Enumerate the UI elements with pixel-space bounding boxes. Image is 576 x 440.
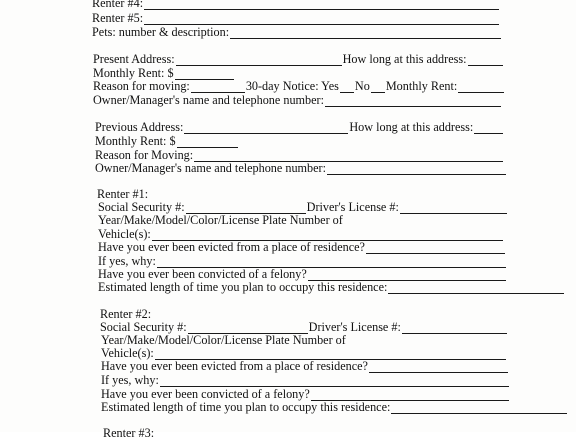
renter-2-vehicles-label: Vehicle(s): [101, 346, 154, 360]
present-monthly-rent-label: Monthly Rent: [385, 79, 458, 93]
renter-2-length-blank[interactable] [391, 403, 567, 414]
renter-2-felony-label: Have you ever been convicted of a felony? [101, 387, 310, 401]
present-monthly-rent-blank[interactable] [458, 82, 504, 93]
renter-1-evicted-label: Have you ever been evicted from a place of residence? [98, 240, 365, 254]
present-reason-blank[interactable] [191, 82, 245, 93]
pets-line [92, 25, 502, 39]
renter-4-blank[interactable] [144, 0, 499, 10]
present-owner-blank[interactable] [325, 96, 501, 107]
previous-rent-label: Monthly Rent: $ [95, 134, 176, 148]
present-notice-label: 30-day Notice: Yes [245, 79, 339, 93]
previous-rent-blank[interactable] [177, 137, 238, 148]
renter-2-ssn-line [100, 320, 508, 334]
previous-owner-label: Owner/Manager's name and telephone number: [95, 161, 326, 175]
renter-5-label: Renter #5: [92, 11, 144, 25]
previous-how-long-blank[interactable] [474, 123, 503, 134]
renter-1-ssn-label: Social Security #: [98, 200, 185, 214]
renter-2-vehicle-label: Year/Make/Model/Color/License Plate Number of [101, 333, 346, 347]
renter-1-vehicle-label: Year/Make/Model/Color/License Plate Number of [98, 213, 343, 227]
renter-1-length-label: Estimated length of time you plan to occupy this residence: [98, 280, 388, 294]
renter-2-license-blank[interactable] [402, 323, 507, 334]
previous-reason-line [95, 148, 504, 162]
renter-1-license-label: Driver's License #: [306, 200, 399, 214]
previous-rent-line [95, 134, 239, 148]
renter-2-evicted-blank[interactable] [369, 362, 508, 373]
previous-address-line [95, 120, 504, 134]
renter-2-vehicle-line [101, 333, 401, 347]
renter-5-line [92, 11, 500, 25]
present-rent-line [93, 66, 235, 80]
renter-2-if-yes-line [101, 373, 510, 387]
renter-1-if-yes-label: If yes, why: [98, 254, 156, 268]
renter-1-vehicle-line [98, 213, 398, 227]
renter-2-length-label: Estimated length of time you plan to occupy this residence: [101, 400, 391, 414]
present-address-label: Present Address: [93, 52, 175, 66]
renter-4-line [92, 0, 500, 10]
renter-1-evicted-blank[interactable] [366, 243, 505, 254]
renter-1-evicted-line [98, 240, 506, 254]
present-notice-no-blank[interactable] [371, 82, 385, 93]
renter-1-if-yes-line [98, 254, 507, 268]
present-notice-no-label: No [354, 79, 370, 93]
present-how-long-label: How long at this address: [342, 52, 467, 66]
present-address-line [93, 52, 504, 66]
renter-2-if-yes-blank[interactable] [160, 376, 509, 387]
present-address-blank[interactable] [176, 55, 342, 66]
previous-address-blank[interactable] [184, 123, 348, 134]
pets-label: Pets: number & description: [92, 25, 230, 39]
present-how-long-blank[interactable] [468, 55, 504, 66]
renter-1-felony-label: Have you ever been convicted of a felony? [98, 267, 307, 281]
previous-owner-blank[interactable] [327, 164, 506, 175]
renter-1-heading [97, 187, 217, 201]
renter-1-felony-line [98, 267, 507, 281]
renter-3-heading [103, 426, 223, 440]
previous-owner-line [95, 161, 507, 175]
renter-2-heading [100, 307, 220, 321]
renter-1-vehicles-line [98, 227, 504, 241]
previous-how-long-label: How long at this address: [349, 120, 474, 134]
renter-2-license-label: Driver's License #: [308, 320, 401, 334]
present-notice-yes-blank[interactable] [340, 82, 354, 93]
present-reason-label: Reason for moving: [93, 79, 190, 93]
renter-1-length-blank[interactable] [388, 283, 564, 294]
renter-1-heading-label: Renter #1: [97, 187, 149, 201]
renter-2-if-yes-label: If yes, why: [101, 373, 159, 387]
present-owner-line [93, 93, 502, 107]
present-reason-line [93, 79, 505, 93]
renter-2-ssn-label: Social Security #: [100, 320, 187, 334]
renter-2-evicted-label: Have you ever been evicted from a place of residence? [101, 359, 368, 373]
pets-blank[interactable] [230, 28, 501, 39]
renter-2-evicted-line [101, 359, 509, 373]
renter-1-length-line [98, 280, 565, 294]
renter-1-license-blank[interactable] [400, 203, 507, 214]
previous-address-label: Previous Address: [95, 120, 184, 134]
renter-3-heading-label: Renter #3: [103, 426, 155, 440]
renter-1-ssn-line [98, 200, 508, 214]
renter-2-felony-line [101, 387, 510, 401]
renter-4-label: Renter #4: [92, 0, 144, 10]
renter-2-heading-label: Renter #2: [100, 307, 152, 321]
renter-2-vehicles-line [101, 346, 507, 360]
present-rent-label: Monthly Rent: $ [93, 66, 174, 80]
present-owner-label: Owner/Manager's name and telephone number: [93, 93, 324, 107]
renter-2-length-line [101, 400, 568, 414]
previous-reason-label: Reason for Moving: [95, 148, 194, 162]
renter-1-vehicles-label: Vehicle(s): [98, 227, 151, 241]
renter-5-blank[interactable] [144, 14, 499, 25]
